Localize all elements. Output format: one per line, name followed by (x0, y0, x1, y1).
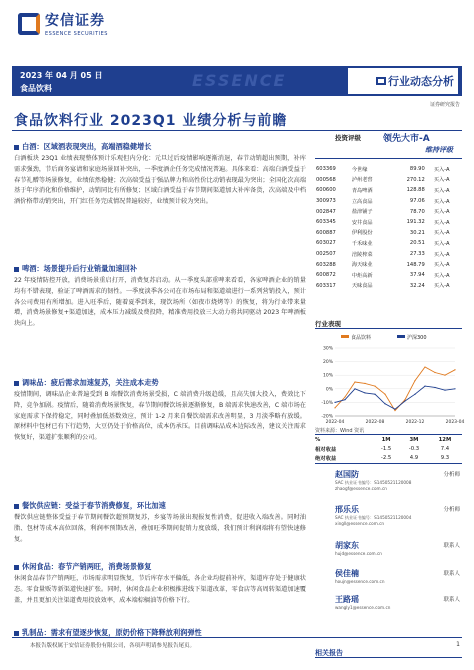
analyst-email[interactable]: hujd@essence.com.cn (335, 551, 382, 556)
section-food-supply (14, 501, 306, 545)
related-divider (315, 657, 462, 658)
stock-name: 盐津铺子 (351, 209, 373, 216)
data-point (374, 385, 375, 386)
y-tick-label: 0% (325, 387, 333, 393)
section-heading: 乳制品：需求有望逐步恢复，原奶价格下降释放利润弹性 (14, 628, 306, 638)
section-body: 餐饮供应链整体受益于春节期间餐饮超预期复苏，乡宴等场景出现报复性消费，促进收入端改善。同时油脂、包材等成本高位回落，利润率预期改善，叠加旺季期间促销力度放缓，我们预计利润端将有望快速修复。 (14, 514, 306, 543)
data-point (414, 380, 415, 381)
returns-header-cell: 12M (438, 436, 452, 443)
page-number: 1 (456, 641, 460, 648)
y-tick-label: 30% (322, 346, 333, 352)
stock-price: 89.90 (409, 166, 425, 173)
section-body: 22 年疫情防控开放，消费场景重启打开，消费复苏启动。从一季度头部重啤来看看，各家啤酒企业的销量均有不错表现，验证了啤酒需求的韧性。一季度淡季各公司在市场布局和渠道端进行一系列营销投入，预计各公司费用有所增加。进入旺季后，随着夏季到来，现饮场所（如夜市烧烤等）的恢复，将为行业带来量增，消费场景修复+渠道加速，成本压力减缓及费投降，精准费用投放三大动力将共同驱动 2023 年啤酒板块向上。 (14, 277, 306, 328)
stock-row (315, 217, 462, 228)
returns-table (315, 435, 462, 462)
analyst-name: 侯佳楠 (335, 569, 359, 578)
stock-name: 青岛啤酒 (351, 187, 373, 194)
returns-bottom-divider (315, 463, 462, 464)
company-logo (18, 10, 108, 37)
rating-value: 领先大市-A (383, 134, 430, 144)
stock-row (315, 175, 462, 186)
data-point (344, 399, 345, 400)
bullet-square-icon (14, 267, 19, 272)
footer-divider (12, 637, 462, 638)
data-point (444, 375, 445, 376)
analyst-email[interactable]: wangly1@essence.com.cn (335, 605, 391, 610)
section-beer (14, 264, 306, 330)
analyst-cert: SAC 执业证书编号：S1450521120004 (335, 515, 412, 520)
x-tick-label: 2022-04 (325, 420, 345, 425)
returns-cell: -0.3 (408, 445, 420, 452)
section-body: 休闲食品春节产销两旺，市场需求明显恢复，节后库存水平偏低，各企业均提前补库，渠道库存处于健康状态。零食量贩等新渠道快速扩张。同时，休闲食品企业积极推进线下渠道改革，零食店等高周转渠道加速覆盖，并且更加关注渠道费用投放效率，成本端棕榈油等价格下行。 (14, 575, 306, 604)
bullet-square-icon (14, 145, 19, 150)
returns-row-label: 相对收益 (315, 446, 337, 453)
bullet-square-icon (14, 631, 19, 636)
stock-rating: 买入-A (433, 230, 450, 237)
stock-code: 600872 (316, 272, 336, 279)
analyst-email[interactable]: zhaogf@essence.com.cn (335, 486, 387, 491)
report-sector: 食品饮料 (20, 84, 52, 93)
stock-rating: 买入-A (433, 209, 450, 216)
stock-price: 20.51 (409, 240, 425, 247)
rating-divider (315, 158, 462, 159)
data-point (354, 381, 355, 382)
stock-rating: 买入-A (433, 166, 450, 173)
returns-header-cell: 3M (409, 436, 419, 443)
data-point (364, 392, 365, 393)
stock-price: 37.94 (409, 272, 425, 279)
stock-row (315, 281, 462, 292)
performance-title: 行业表现 (315, 320, 341, 328)
logo-name-cn: 安信证券 (45, 13, 105, 29)
report-date: 2023 年 04 月 05 日 (20, 71, 103, 80)
section-snacks (14, 562, 306, 606)
stock-name: 伊利股份 (351, 230, 373, 237)
stock-name: 天味食品 (351, 283, 373, 290)
legend-label: 沪深300 (407, 335, 427, 341)
analyst-role: 联系人 (443, 543, 460, 549)
banner-watermark: ESSENCE (192, 71, 287, 90)
stock-row (315, 228, 462, 239)
data-point (374, 394, 375, 395)
stock-code: 002847 (316, 208, 336, 215)
logo-mark-icon (18, 13, 40, 35)
stock-rating: 买入-A (433, 177, 450, 184)
legend-swatch (341, 335, 349, 338)
stock-price: 128.88 (406, 187, 425, 194)
legend-label: 食品饮料 (351, 335, 372, 341)
data-point (344, 396, 345, 397)
stock-price: 78.70 (409, 208, 425, 215)
report-type-icon (376, 77, 386, 85)
stock-price: 270.12 (406, 176, 425, 183)
legend-swatch (397, 335, 405, 338)
data-point (424, 385, 425, 386)
analyst-role: 联系人 (443, 571, 460, 577)
stock-name: 泸州老窖 (351, 177, 373, 184)
chart-source: 资料来源：Wind 资讯 (315, 428, 365, 434)
rating-label: 投资评级 (335, 134, 361, 142)
report-title: 食品饮料行业 2023Q1 业绩分析与前瞻 (14, 113, 288, 129)
stock-rating: 买入-A (433, 251, 450, 258)
related-reports-title: 相关报告 (315, 649, 343, 657)
stock-code: 600600 (316, 187, 336, 194)
data-point (404, 399, 405, 400)
stock-rating: 买入-A (433, 187, 450, 194)
data-point (434, 387, 435, 388)
stock-name: 千禾味业 (351, 240, 373, 247)
x-tick-label: 2022-08 (365, 420, 385, 425)
section-heading: 餐饮供应链：受益于春节消费修复，环比加速 (14, 501, 306, 511)
stock-row (315, 270, 462, 281)
stock-price: 30.21 (409, 229, 425, 236)
data-point (334, 407, 335, 408)
returns-cell: 7.4 (440, 445, 450, 452)
stock-row (315, 249, 462, 260)
analyst-name: 赵国防 (335, 470, 359, 479)
analyst-cert: SAC 执业证书编号：S1450521120008 (335, 480, 412, 485)
footer-disclaimer: 本报告版权属于安信证券股份有限公司，各项声明请参见报告尾页。 (30, 643, 196, 649)
stock-rating: 买入-A (433, 283, 450, 290)
stock-rating: 买入-A (433, 219, 450, 226)
analyst-email[interactable]: houjn@essence.com.cn (335, 579, 385, 584)
stock-name: 中炬高新 (351, 272, 373, 279)
report-type-text: 行业动态分析 (388, 75, 454, 88)
industry-performance-chart (315, 332, 465, 426)
stock-table (315, 164, 462, 291)
returns-row (315, 444, 462, 453)
analyst-email[interactable]: xingll@essence.com.cn (335, 521, 385, 526)
stock-rating: 买入-A (433, 240, 450, 247)
report-type-label (348, 68, 458, 94)
data-point (454, 369, 455, 370)
stock-name: 海天味业 (351, 262, 373, 269)
stock-code: 603345 (316, 219, 336, 226)
stock-price: 97.06 (409, 198, 425, 205)
report-banner (12, 66, 462, 96)
stock-name: 今世缘 (351, 166, 368, 173)
report-subtitle: 证券研究报告 (429, 102, 460, 108)
data-point (404, 400, 405, 401)
stock-name: 安井食品 (351, 219, 373, 226)
stock-row (315, 206, 462, 217)
bullet-square-icon (14, 565, 19, 570)
analyst-role: 联系人 (443, 597, 460, 603)
section-body: 疫情期间，调味品企业普遍受到 B 端餐饮消费场景受损，C 端消费升级趋缓，且高失加大投入，费效比下降，竞争加剧。疫情后，随着消费场景恢复，春节期间餐饮场景逐渐修复，B 端需求快速改善，C 端市场在家庭需求下保持稳定，同时叠加低基数效应，预计 1-2 月来自餐饮端需求改善明显，3 月淡季略有放缓。原材料中包材已有下行趋势，大豆仍处于价格高位，成本仍承压。目前调味品成本边际改善，建议关注需求恢复好，渠道扩张顺利的公司。 (14, 391, 306, 442)
stock-code: 600887 (316, 229, 336, 236)
series-line-1 (335, 386, 455, 409)
stock-code: 603288 (316, 261, 336, 268)
data-point (364, 383, 365, 384)
analyst-role: 分析师 (443, 472, 460, 478)
data-point (394, 410, 395, 411)
section-heading: 白酒：区域酒表现突出，高端酒稳健增长 (14, 142, 306, 152)
returns-row (315, 453, 462, 462)
stock-row (315, 238, 462, 249)
analyst-role: 分析师 (443, 507, 460, 513)
performance-divider (315, 328, 462, 329)
stock-price: 148.79 (406, 261, 425, 268)
stock-row (315, 164, 462, 175)
section-heading: 调味品：疲后需求加速复苏，关注成本走势 (14, 378, 306, 388)
returns-header-cell: 1M (381, 436, 391, 443)
stock-rating: 买入-A (433, 262, 450, 269)
bullet-square-icon (14, 381, 19, 386)
y-tick-label: 10% (322, 373, 333, 379)
stock-row (315, 185, 462, 196)
returns-cell: -2.5 (380, 454, 392, 461)
data-point (384, 403, 385, 404)
stock-rating: 买入-A (433, 198, 450, 205)
data-point (444, 390, 445, 391)
y-tick-label: -20% (321, 414, 333, 420)
analyst-name: 胡家东 (335, 541, 359, 550)
returns-cell: 4.9 (409, 454, 419, 461)
stock-row (315, 259, 462, 270)
data-point (434, 372, 435, 373)
bullet-square-icon (14, 504, 19, 509)
stock-name: 立高食品 (351, 198, 373, 205)
stock-code: 002507 (316, 251, 336, 258)
returns-row-label: 绝对收益 (315, 455, 337, 462)
data-point (354, 388, 355, 389)
y-tick-label: -10% (321, 400, 333, 406)
section-heading: 啤酒：场景提升后行业销量加速回补 (14, 264, 306, 274)
stock-code: 603027 (316, 240, 336, 247)
section-baijiu (14, 142, 306, 208)
stock-price: 32.24 (409, 282, 425, 289)
data-point (424, 366, 425, 367)
logo-name-en: ESSENCE SECURITIES (45, 31, 108, 37)
stock-price: 191.32 (406, 219, 425, 226)
x-tick-label: 2023-04 (445, 420, 465, 425)
data-point (384, 394, 385, 395)
section-condiment (14, 378, 306, 444)
rating-maintain: 维持评级 (425, 146, 453, 154)
stock-code: 300973 (316, 198, 336, 205)
stock-price: 27.33 (409, 251, 425, 258)
returns-header-row (315, 435, 462, 444)
data-point (414, 394, 415, 395)
stock-rating: 买入-A (433, 272, 450, 279)
stock-code: 603369 (316, 166, 336, 173)
stock-code: 603317 (316, 282, 336, 289)
stock-row (315, 196, 462, 207)
y-tick-label: 20% (322, 360, 333, 366)
data-point (394, 409, 395, 410)
section-body: 白酒板块 23Q1 业绩表现整体预计乐观但内分化：元旦过后疫情影响逐渐消退，春节动销超出预期，补库需求强劲，节后商务宴请和家庭场景回补突出，一季度酒企任务完成情况普遍。具体来看：高端白酒受益于春节礼赠等场景修复，业绩依然稳健；次高端受益于强品牌力和高性价比动销表现最为突出；全国化次高端基于年序消化和价格维护，动销同比有所修复；区域白酒受益于春节期间渠道加大补库备货，次高端及中档酒价格带动销突出，开门红任务完成情况普遍较好，业绩预计较为突出。 (14, 155, 306, 206)
x-tick-label: 2022-12 (405, 420, 425, 425)
returns-cell: 9.3 (440, 454, 450, 461)
section-heading: 休闲食品：春节产销两旺，消费场景修复 (14, 562, 306, 572)
stock-name: 涪陵榨菜 (351, 251, 373, 258)
returns-header-cell: % (315, 436, 321, 443)
data-point (454, 388, 455, 389)
returns-cell: -1.5 (380, 445, 392, 452)
stock-code: 000568 (316, 176, 336, 183)
analyst-name: 邢乐乐 (335, 505, 359, 514)
data-point (334, 402, 335, 403)
analyst-name: 王路瑶 (335, 595, 359, 604)
